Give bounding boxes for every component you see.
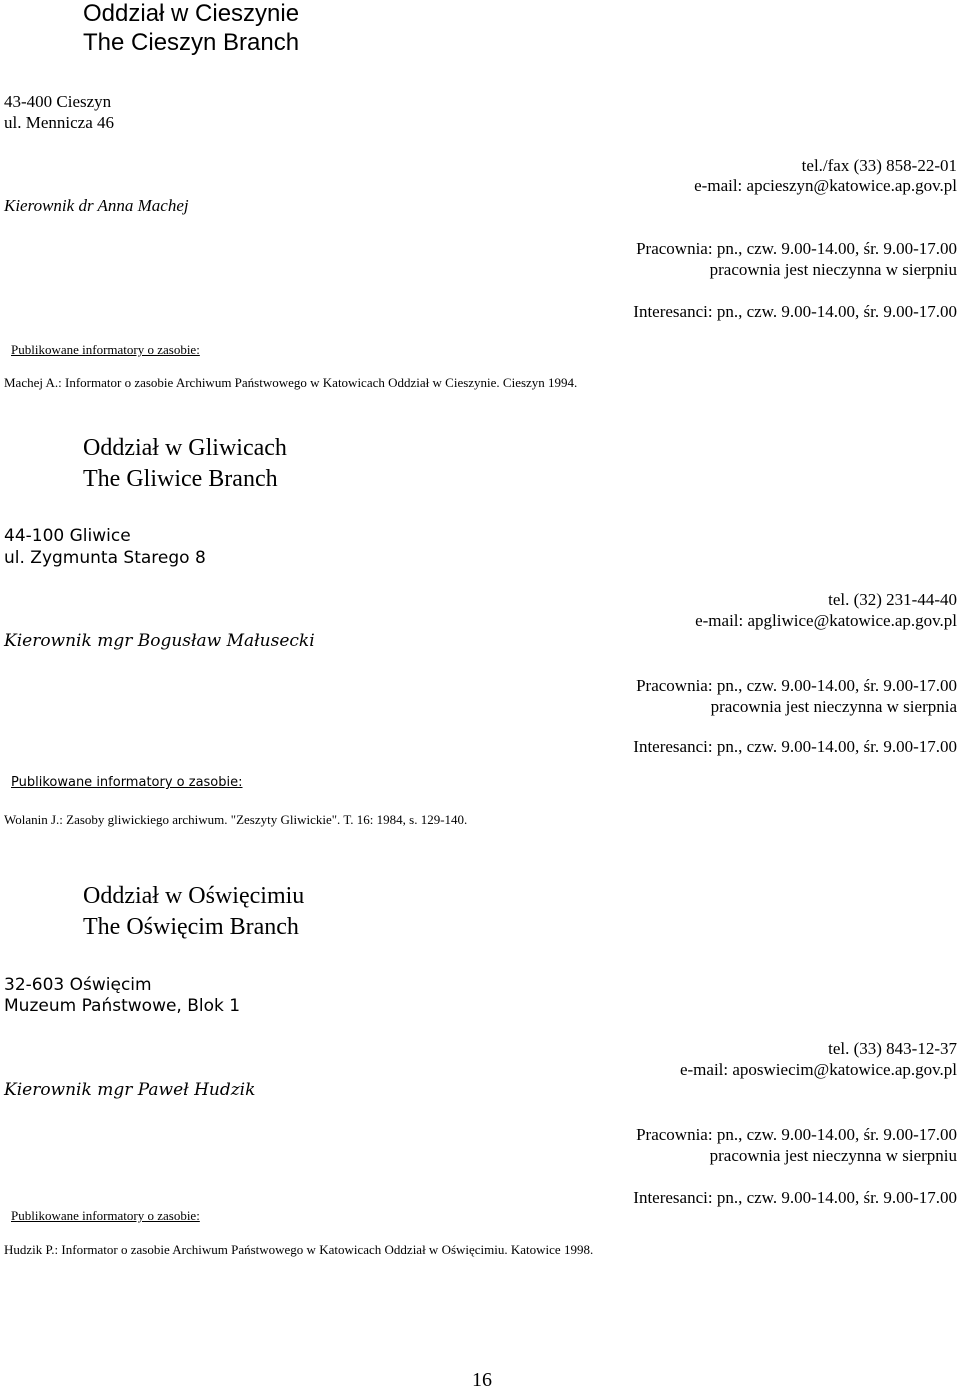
publication: Hudzik P.: Informator o zasobie Archiwum Państwowego w Katowicach Oddział w Oświęcimiu. Katowice 1998. bbox=[4, 1242, 594, 1257]
address-street: ul. Zygmunta Starego 8 bbox=[4, 548, 206, 568]
workroom-note: pracownia jest nieczynna w sierpnia bbox=[710, 697, 957, 716]
page-number: 16 bbox=[472, 1369, 492, 1391]
published-label: Publikowane informatory o zasobie: bbox=[11, 1208, 200, 1223]
manager: Kierownik dr Anna Machej bbox=[4, 196, 189, 215]
visitor-hours: Interesanci: pn., czw. 9.00-14.00, śr. 9.00-17.00 bbox=[633, 302, 957, 321]
manager: Kierownik mgr Paweł Hudzik bbox=[4, 1080, 256, 1100]
branch-title-en: The Oświęcim Branch bbox=[83, 914, 299, 940]
email: e-mail: apgliwice@katowice.ap.gov.pl bbox=[695, 611, 957, 630]
phone: tel./fax (33) 858-22-01 bbox=[801, 156, 957, 175]
workroom-hours: Pracownia: pn., czw. 9.00-14.00, śr. 9.00-17.00 bbox=[636, 676, 957, 695]
address-street: Muzeum Państwowe, Blok 1 bbox=[4, 996, 241, 1016]
address-postal: 44-100 Gliwice bbox=[4, 526, 131, 546]
manager: Kierownik mgr Bogusław Małusecki bbox=[4, 631, 315, 651]
visitor-hours: Interesanci: pn., czw. 9.00-14.00, śr. 9.00-17.00 bbox=[633, 737, 957, 756]
phone: tel. (32) 231-44-40 bbox=[828, 590, 957, 609]
published-label: Publikowane informatory o zasobie: bbox=[11, 342, 200, 357]
address-postal: 32-603 Oświęcim bbox=[4, 975, 152, 995]
workroom-hours: Pracownia: pn., czw. 9.00-14.00, śr. 9.00-17.00 bbox=[636, 1125, 957, 1144]
branch-title-pl: Oddział w Oświęcimiu bbox=[83, 883, 305, 909]
publication: Machej A.: Informator o zasobie Archiwum Państwowego w Katowicach Oddział w Cieszynie. Cieszyn 1994. bbox=[4, 375, 578, 390]
address-street: ul. Mennicza 46 bbox=[4, 113, 114, 132]
workroom-note: pracownia jest nieczynna w sierpniu bbox=[709, 1146, 957, 1165]
workroom-hours: Pracownia: pn., czw. 9.00-14.00, śr. 9.00-17.00 bbox=[636, 239, 957, 258]
branch-title-en: The Cieszyn Branch bbox=[83, 29, 300, 56]
phone: tel. (33) 843-12-37 bbox=[828, 1039, 957, 1058]
email: e-mail: apcieszyn@katowice.ap.gov.pl bbox=[694, 176, 957, 195]
published-label: Publikowane informatory o zasobie: bbox=[11, 775, 243, 790]
branch-title-en: The Gliwice Branch bbox=[83, 466, 278, 492]
workroom-note: pracownia jest nieczynna w sierpniu bbox=[709, 260, 957, 279]
address-postal: 43-400 Cieszyn bbox=[4, 92, 112, 111]
email: e-mail: aposwiecim@katowice.ap.gov.pl bbox=[679, 1060, 957, 1079]
branch-title-pl: Oddział w Gliwicach bbox=[83, 435, 287, 461]
visitor-hours: Interesanci: pn., czw. 9.00-14.00, śr. 9.00-17.00 bbox=[633, 1188, 957, 1207]
branch-title-pl: Oddział w Cieszynie bbox=[83, 0, 300, 27]
publication: Wolanin J.: Zasoby gliwickiego archiwum. "Zeszyty Gliwickie". T. 16: 1984, s. 129-140. bbox=[4, 812, 468, 827]
